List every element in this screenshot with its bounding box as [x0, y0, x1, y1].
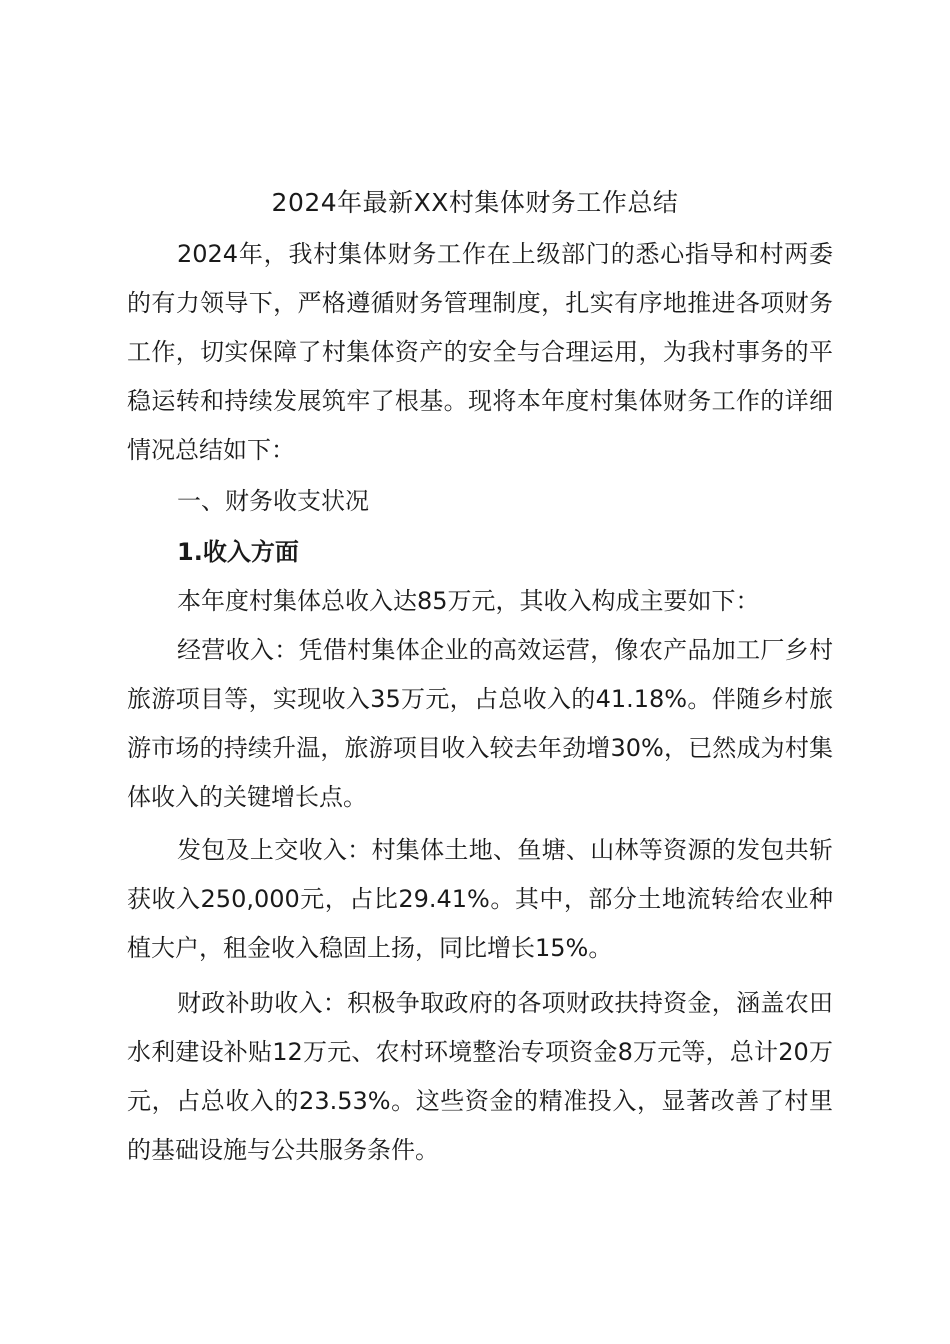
document-body	[127, 230, 833, 1175]
operating-income-paragraph: 经营收入：凭借村集体企业的高效运营，像农产品加工厂乡村旅游项目等，实现收入35万元，占总收入的41.18%。伴随乡村旅游市场的持续升温，旅游项目收入较去年劲增30%，已然成为村集体收入的关键增长点。	[127, 636, 833, 811]
contract-income-paragraph: 发包及上交收入：村集体土地、鱼塘、山林等资源的发包共斩获收入250,000元，占比29.41%。其中，部分土地流转给农业种植大户，租金收入稳固上扬，同比增长15%。	[127, 836, 833, 962]
intro-paragraph: 2024年，我村集体财务工作在上级部门的悉心指导和村两委的有力领导下，严格遵循财务管理制度，扎实有序地推进各项财务工作，切实保障了村集体资产的安全与合理运用，为我村事务的平稳运转和持续发展筑牢了根基。现将本年度村集体财务工作的详细情况总结如下：	[127, 240, 833, 464]
section-heading-finance: 一、财务收支状况	[177, 487, 369, 515]
document-title: 2024年最新XX村集体财务工作总结	[271, 188, 679, 217]
subsidy-income-paragraph: 财政补助收入：积极争取政府的各项财政扶持资金，涵盖农田水利建设补贴12万元、农村环境整治专项资金8万元等，总计20万元，占总收入的23.53%。这些资金的精准投入，显著改善了村里的基础设施与公共服务条件。	[127, 989, 833, 1164]
subsection-heading-income: 1.收入方面	[177, 538, 299, 566]
income-total-paragraph: 本年度村集体总收入达85万元，其收入构成主要如下：	[177, 587, 760, 615]
